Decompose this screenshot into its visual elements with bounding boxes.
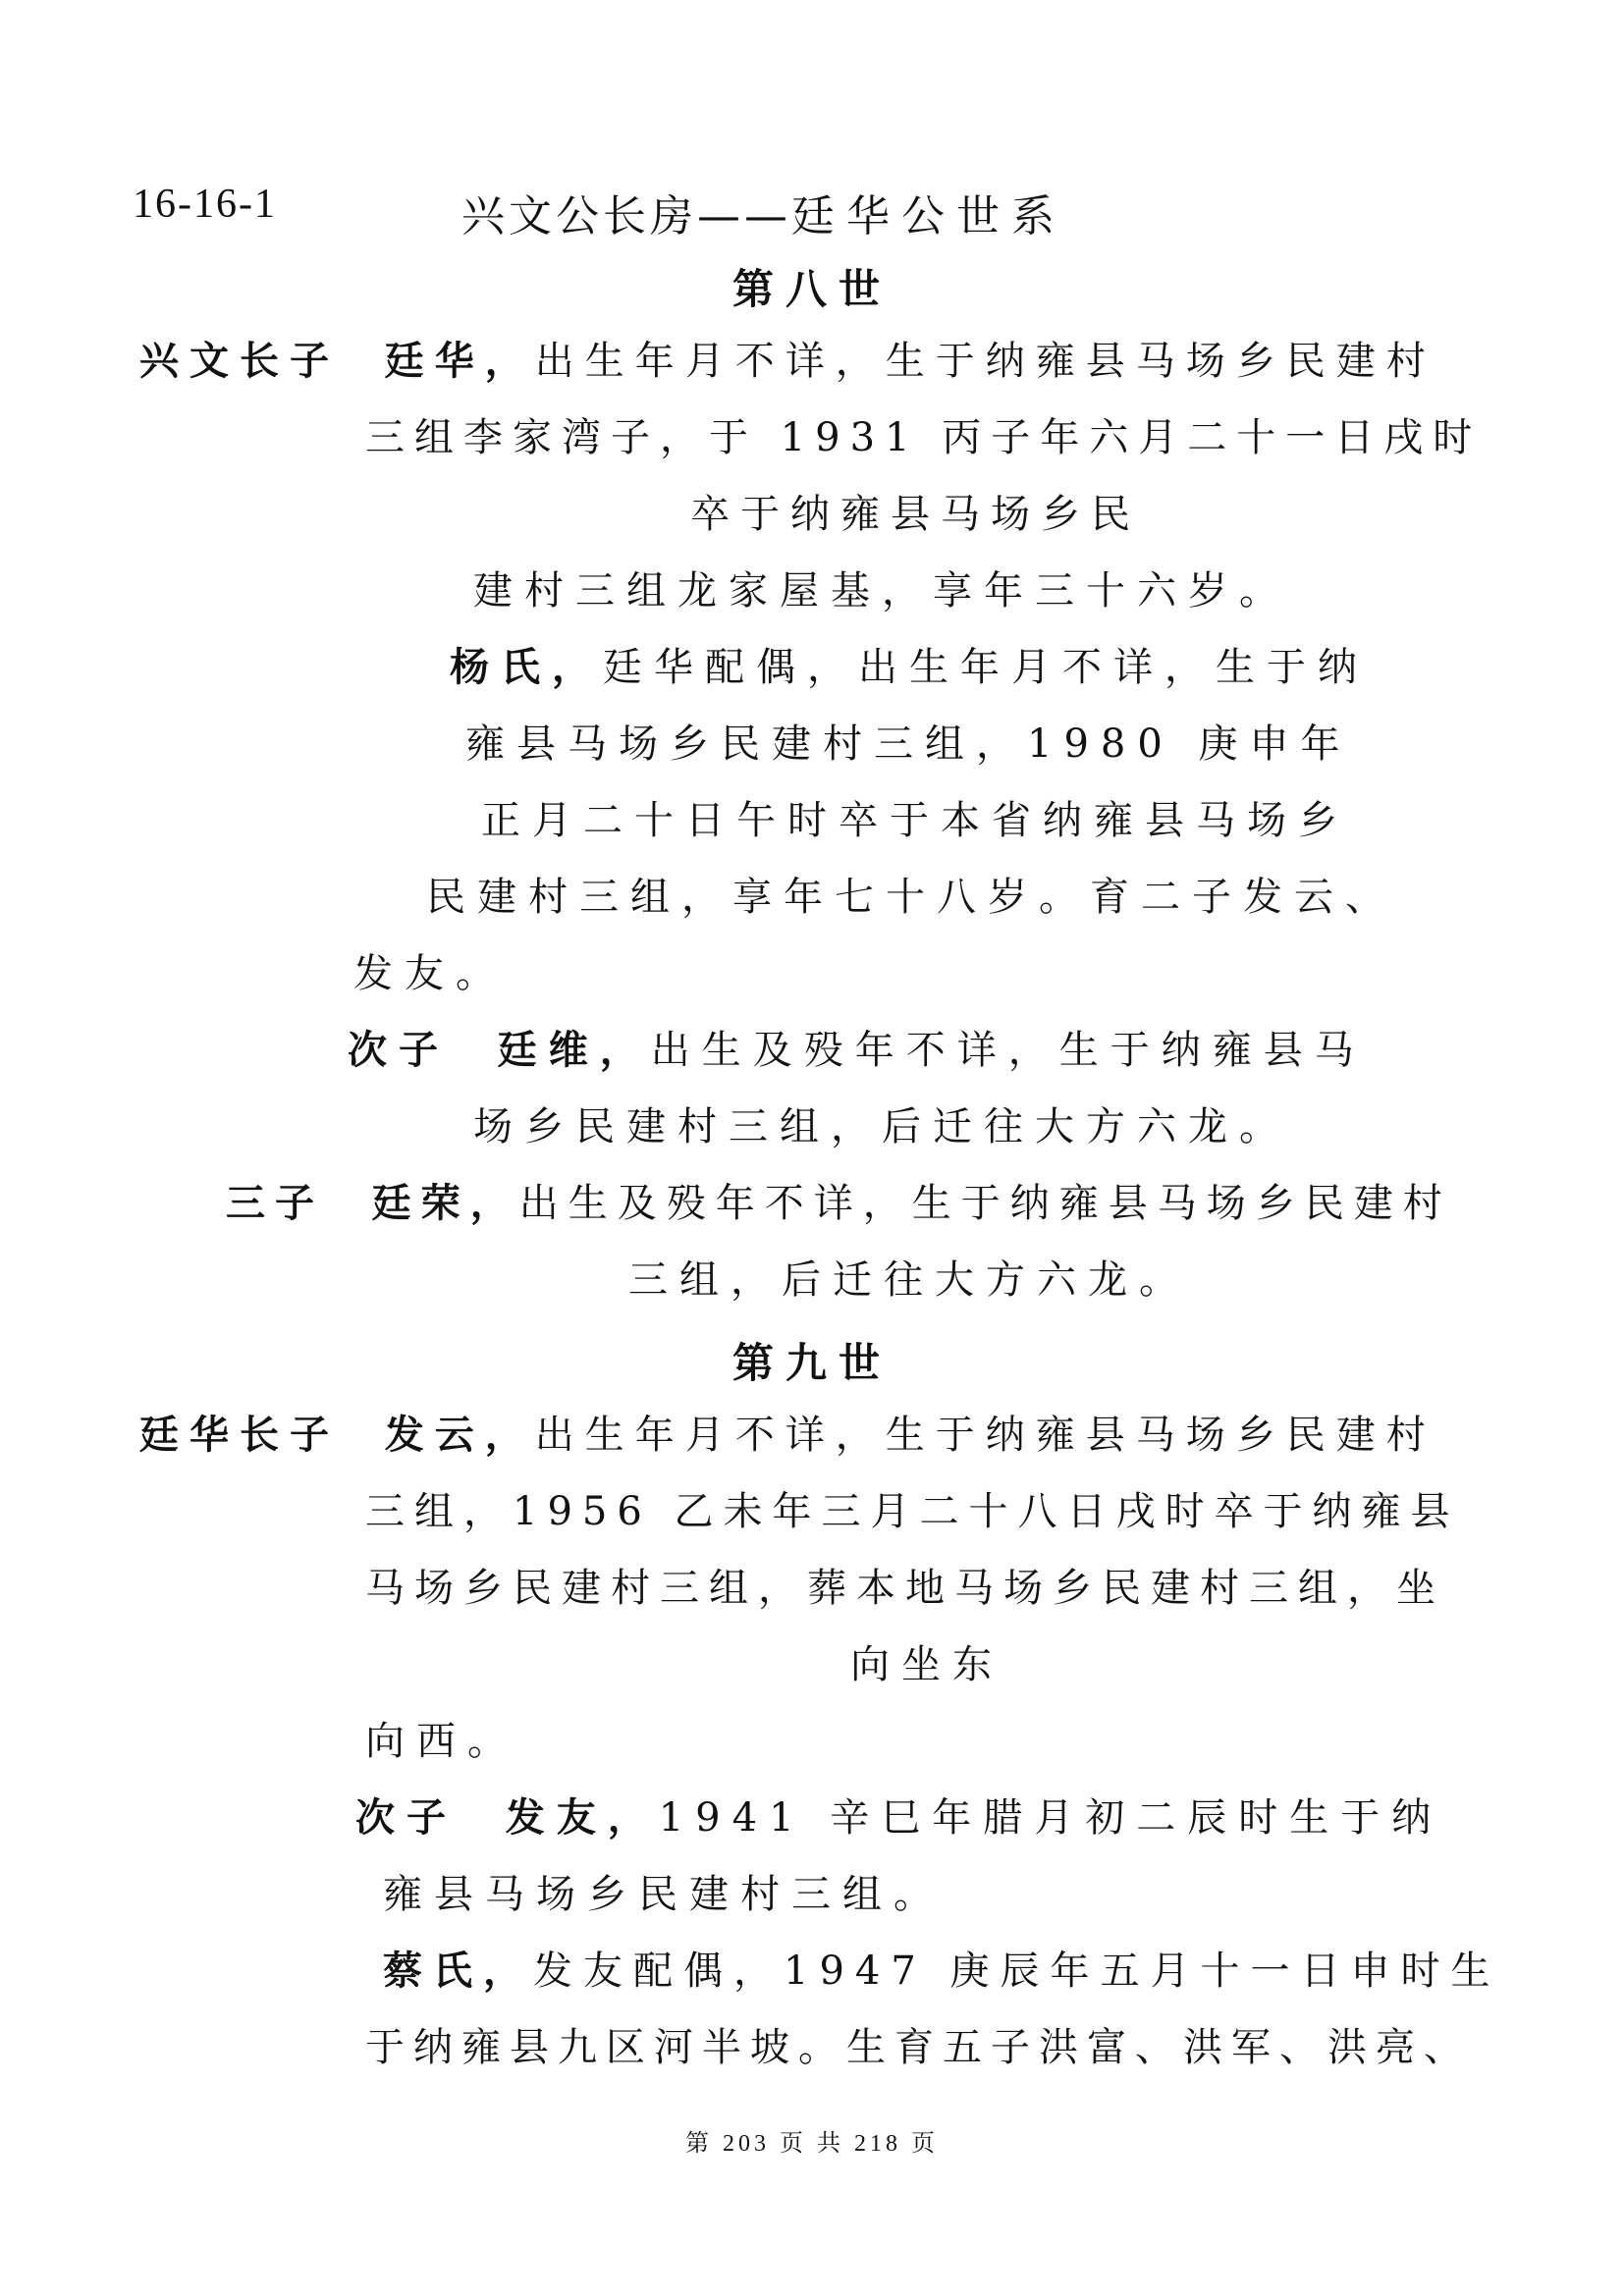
entry-text: 发友配偶，1947 庚辰年五月十一日申时生 xyxy=(533,1949,1501,1994)
entry-fayun-line4: 向坐东 xyxy=(850,1642,1003,1687)
entry-text: 出生年月不详，生于纳雍县马场乡民建村 xyxy=(534,1413,1436,1458)
entry-yanhua-line1 xyxy=(139,334,1436,389)
entry-yanwei-line2: 场乡民建村三组，后迁往大方六龙。 xyxy=(473,1104,1290,1149)
generation-heading-8: 第八世 xyxy=(731,265,892,313)
entry-cai-line1 xyxy=(383,1944,1501,1999)
entry-role: 兴文长子 xyxy=(139,339,340,384)
entry-yang-line1 xyxy=(450,640,1369,695)
entry-name: 蔡氏， xyxy=(383,1949,533,1994)
entry-name: 廷荣， xyxy=(371,1181,519,1226)
page-number: 第 203 页 共 218 页 xyxy=(685,2131,939,2157)
entry-yanhua-line3: 卒于纳雍县马场乡民 xyxy=(690,492,1141,537)
entry-fayun-line3: 马场乡民建村三组，葬本地马场乡民建村三组，坐 xyxy=(365,1566,1445,1611)
entry-yang-line4: 民建村三组，享年七十八岁。育二子发云、 xyxy=(426,875,1396,920)
section-code: 16-16-1 xyxy=(133,182,277,227)
entry-yanwei-line1 xyxy=(348,1023,1366,1078)
entry-name: 发云， xyxy=(384,1413,535,1458)
entry-role: 次子 xyxy=(355,1795,458,1841)
entry-fayou-line1 xyxy=(355,1790,1442,1845)
generation-heading-9: 第九世 xyxy=(731,1339,892,1387)
entry-text: 廷华配偶，出生年月不详，生于纳 xyxy=(603,645,1369,690)
entry-text: 1941 辛巳年腊月初二辰时生于纳 xyxy=(658,1795,1443,1841)
page-title xyxy=(461,181,1066,243)
entry-name: 发友， xyxy=(505,1795,659,1841)
entry-yang-line3: 正月二十日午时卒于本省纳雍县马场乡 xyxy=(481,798,1349,843)
title-part-b: 廷华公世系 xyxy=(791,191,1066,241)
entry-text: 出生及殁年不详，生于纳雍县马场乡民建村 xyxy=(518,1181,1452,1226)
entry-fayun-line1 xyxy=(139,1408,1436,1463)
entry-cai-line2: 于纳雍县九区河半坡。生育五子洪富、洪军、洪亮、 xyxy=(365,2025,1472,2070)
entry-role: 廷华长子 xyxy=(139,1413,340,1458)
entry-name: 杨氏， xyxy=(450,645,603,690)
entry-yanhua-line2: 三组李家湾子，于 1931 丙子年六月二十一日戌时 xyxy=(365,415,1483,460)
title-part-a: 兴文公长房—— xyxy=(461,191,791,241)
entry-fayou-line2: 雍县马场乡民建村三组。 xyxy=(383,1872,945,1917)
entry-role: 三子 xyxy=(226,1181,324,1226)
entry-fayun-line5: 向西。 xyxy=(365,1719,518,1764)
entry-name: 廷维， xyxy=(497,1028,651,1073)
entry-role: 次子 xyxy=(348,1028,450,1073)
entry-yang-line5: 发友。 xyxy=(353,951,507,996)
entry-fayun-line2: 三组，1956 乙未年三月二十八日戌时卒于纳雍县 xyxy=(365,1489,1460,1534)
entry-yanhua-line4: 建村三组龙家屋基，享年三十六岁。 xyxy=(473,568,1290,614)
entry-yanrong-line2: 三组，后迁往大方六龙。 xyxy=(628,1257,1190,1303)
entry-text: 出生年月不详，生于纳雍县马场乡民建村 xyxy=(534,339,1436,384)
entry-name: 廷华， xyxy=(384,339,535,384)
entry-text: 出生及殁年不详，生于纳雍县马 xyxy=(650,1028,1366,1073)
entry-yanrong-line1 xyxy=(226,1176,1452,1231)
entry-yang-line2: 雍县马场乡民建村三组，1980 庚申年 xyxy=(465,721,1352,767)
